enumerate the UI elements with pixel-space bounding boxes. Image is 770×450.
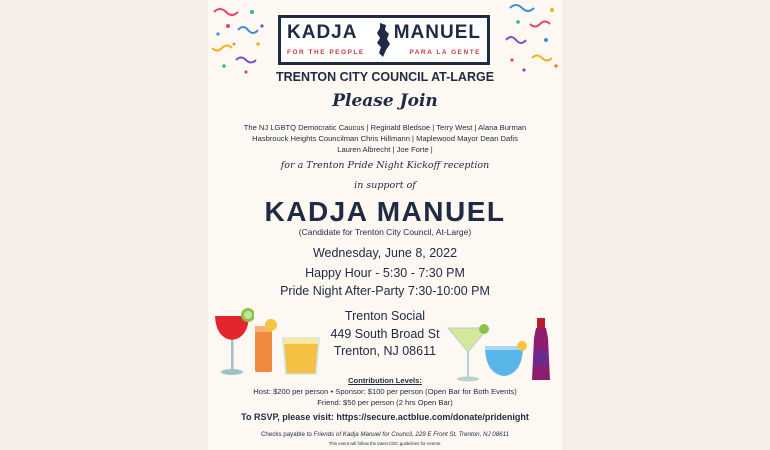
host-line: Hasbrouck Heights Councilman Chris Hillmann | Maplewood Mayor Dean Dafis xyxy=(252,134,518,143)
event-date: Wednesday, June 8, 2022 xyxy=(312,246,458,260)
contribution-line: Host: $200 per person • Sponsor: $100 per person (Open Bar for Both Events) xyxy=(253,387,517,396)
contribution-levels xyxy=(208,386,562,408)
logo-last-name: MANUEL xyxy=(393,22,481,43)
host-committee xyxy=(208,122,562,155)
venue-name: Trenton Social xyxy=(344,309,426,323)
confetti-icon xyxy=(500,0,562,78)
checks-payable xyxy=(208,431,562,438)
hot-sauce-bottle-icon xyxy=(528,316,554,382)
right-margin xyxy=(562,0,770,450)
host-line: Lauren Albrecht | Joe Forte | xyxy=(337,145,433,154)
please-join-heading: Please Join xyxy=(332,91,438,111)
support-line: in support of xyxy=(354,180,416,191)
candidate-name: KADJA MANUEL xyxy=(264,196,506,227)
left-margin xyxy=(0,0,208,450)
new-jersey-state-icon xyxy=(374,22,392,58)
host-line: The NJ LGBTQ Democratic Caucus | Reginald Bledsoe | Terry West | Alana Burman xyxy=(243,123,527,132)
contribution-heading: Contribution Levels: xyxy=(348,376,422,385)
cdc-guidelines-note: This event will follow the latest CDC guidelines for events. xyxy=(328,441,442,446)
campaign-logo xyxy=(278,15,490,65)
reception-description: for a Trenton Pride Night Kickoff reception xyxy=(280,160,490,171)
contribution-line: Friend: $50 per person (2 hrs Open Bar) xyxy=(317,398,453,407)
checks-payee: Friends of Kadja Manuel for Council, 229 E Front St, Trenton, NJ 08611 xyxy=(313,431,510,438)
venue-city: Trenton, NJ 08611 xyxy=(333,344,437,358)
logo-tagline-spanish: PARA LA GENTE xyxy=(409,49,481,56)
campaign-office: TRENTON CITY COUNCIL AT-LARGE xyxy=(275,70,495,84)
confetti-icon xyxy=(208,0,270,78)
bloody-mary-glass-icon xyxy=(252,318,278,376)
rsvp-link[interactable]: To RSVP, please visit: https://secure.actblue.com/donate/pridenight xyxy=(241,412,529,422)
happy-hour-time: Happy Hour - 5:30 - 7:30 PM xyxy=(305,266,465,280)
candidate-note: (Candidate for Trenton City Council, At-Large) xyxy=(298,227,472,237)
cocktail-tumbler-icon xyxy=(280,334,322,378)
checks-prefix: Checks payable to xyxy=(260,431,314,438)
logo-tagline-english: FOR THE PEOPLE xyxy=(287,49,365,56)
venue-street: 449 South Broad St xyxy=(330,326,440,341)
logo-first-name: KADJA xyxy=(287,22,358,43)
blue-cocktail-glass-icon xyxy=(482,340,528,380)
after-party-time: Pride Night After-Party 7:30-10:00 PM xyxy=(280,284,490,298)
margarita-glass-icon xyxy=(212,306,254,382)
